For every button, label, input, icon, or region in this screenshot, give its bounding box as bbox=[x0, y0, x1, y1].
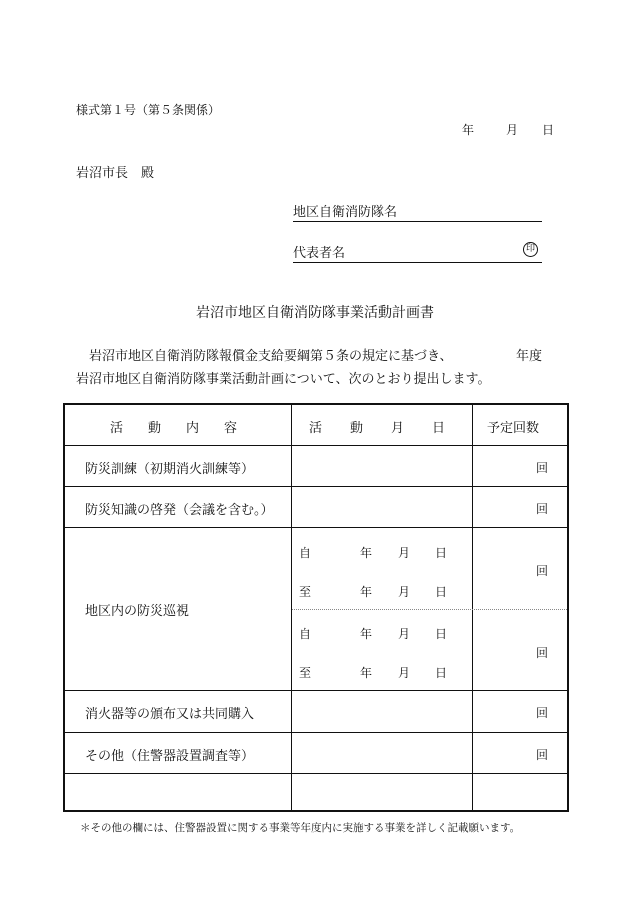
seal-mark: 印 bbox=[523, 242, 538, 257]
period-day: 日 bbox=[435, 585, 448, 599]
row-label-extinguisher: 消火器等の頒布又は共同購入 bbox=[85, 707, 255, 722]
row-divider bbox=[65, 445, 567, 446]
period-month: 月 bbox=[398, 585, 411, 599]
period-month: 月 bbox=[398, 666, 411, 680]
period-month: 月 bbox=[398, 627, 411, 641]
dotted-divider bbox=[292, 609, 567, 610]
row-divider bbox=[65, 732, 567, 733]
activity-plan-table bbox=[63, 403, 569, 812]
period-day: 日 bbox=[435, 546, 448, 560]
fiscal-year: 年度 bbox=[516, 349, 543, 364]
form-number: 様式第１号（第５条関係） bbox=[76, 103, 221, 117]
header-content: 活 動 内 容 bbox=[110, 421, 238, 436]
period-day: 日 bbox=[435, 666, 448, 680]
period-from: 自 bbox=[299, 627, 312, 641]
representative-field[interactable] bbox=[293, 242, 542, 263]
row-label-education: 防災知識の啓発（会議を含む。） bbox=[85, 503, 274, 518]
row-label-patrol: 地区内の防災巡視 bbox=[85, 604, 190, 619]
period-month: 月 bbox=[398, 546, 411, 560]
date-day: 日 bbox=[542, 123, 555, 137]
row-divider bbox=[65, 486, 567, 487]
period-to: 至 bbox=[299, 585, 312, 599]
row-divider bbox=[65, 773, 567, 774]
col-divider-1 bbox=[291, 405, 292, 810]
submission-date bbox=[462, 121, 554, 138]
period-day: 日 bbox=[435, 627, 448, 641]
count-unit: 回 bbox=[536, 502, 549, 516]
representative-label: 代表者名 bbox=[293, 246, 346, 261]
period-year: 年 bbox=[360, 546, 373, 560]
row-divider bbox=[65, 690, 567, 691]
period-year: 年 bbox=[360, 627, 373, 641]
header-date: 活 動 月 日 bbox=[309, 421, 446, 436]
team-name-label: 地区自衛消防隊名 bbox=[293, 205, 398, 220]
period-year: 年 bbox=[360, 666, 373, 680]
row-label-drill: 防災訓練（初期消火訓練等） bbox=[85, 462, 255, 477]
team-name-field[interactable] bbox=[293, 201, 542, 222]
row-label-other: その他（住警器設置調査等） bbox=[85, 749, 255, 764]
date-month: 月 bbox=[506, 123, 519, 137]
period-to: 至 bbox=[299, 666, 312, 680]
count-unit: 回 bbox=[536, 646, 549, 660]
period-from: 自 bbox=[299, 546, 312, 560]
document-title: 岩沼市地区自衛消防隊事業活動計画書 bbox=[196, 305, 434, 321]
count-unit: 回 bbox=[536, 564, 549, 578]
row-divider bbox=[65, 527, 567, 528]
body-line-2: 岩沼市地区自衛消防隊事業活動計画について、次のとおり提出します。 bbox=[76, 372, 491, 387]
date-year: 年 bbox=[462, 123, 475, 137]
header-count: 予定回数 bbox=[487, 421, 540, 436]
body-line-1: 岩沼市地区自衛消防隊報償金支給要綱第５条の規定に基づき、 bbox=[89, 349, 453, 364]
footnote: ＊その他の欄には、住警器設置に関する事業等年度内に実施する事業を詳しく記載願います。 bbox=[80, 822, 521, 834]
count-unit: 回 bbox=[536, 748, 549, 762]
col-divider-2 bbox=[472, 405, 473, 810]
addressee: 岩沼市長 殿 bbox=[76, 166, 155, 181]
count-unit: 回 bbox=[536, 461, 549, 475]
count-unit: 回 bbox=[536, 706, 549, 720]
period-year: 年 bbox=[360, 585, 373, 599]
